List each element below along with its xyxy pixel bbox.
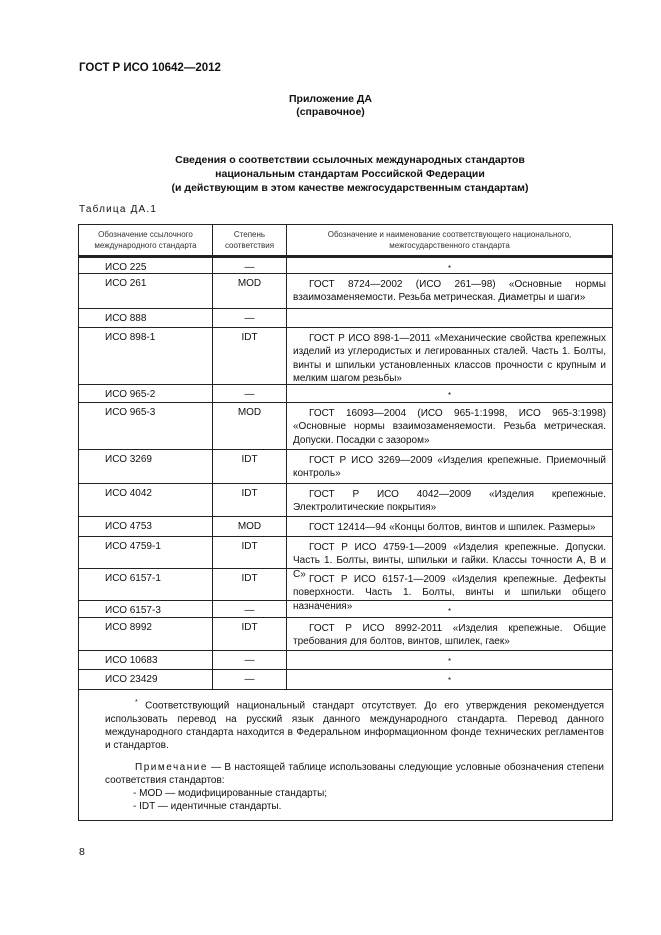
- cell-code: ИСО 898-1: [79, 328, 213, 384]
- header-col-name: Обозначение и наименование соответствующего национального, межгосударственного стандарта: [327, 230, 572, 250]
- cell-code: ИСО 23429: [79, 670, 213, 689]
- footnote-mark: *: [135, 699, 138, 706]
- cell-degree: —: [213, 258, 287, 273]
- table-row: [79, 384, 612, 402]
- cell-code: ИСО 225: [79, 258, 213, 273]
- header-col-code: Обозначение ссылочного международного стандарта: [79, 225, 213, 255]
- table-row: [79, 600, 612, 617]
- cell-code: ИСО 4042: [79, 484, 213, 516]
- cell-name: ГОСТ Р ИСО 4759-1—2009 «Изделия крепежные. Допуски. Часть 1. Болты, винты, шпильки и гайки. Классы точности А, В и С»: [293, 542, 606, 580]
- cell-code: ИСО 4753: [79, 517, 213, 536]
- note-text: — В настоящей таблице использованы следующие условные обозначения степени соответствия стандартов:: [105, 761, 604, 786]
- cell-name: *: [447, 264, 452, 273]
- appendix-title: Приложение ДА: [289, 93, 372, 105]
- cell-code: ИСО 3269: [79, 450, 213, 483]
- page-number: 8: [79, 846, 85, 858]
- cell-degree: —: [213, 385, 287, 402]
- cell-degree: MOD: [213, 274, 287, 308]
- table-row: [79, 449, 612, 483]
- cell-degree: IDT: [213, 569, 287, 600]
- cell-name: ГОСТ Р ИСО 8992-2011 «Изделия крепежные. Общие требования для болтов, винтов, шпилек, гаек»: [293, 623, 606, 648]
- table-row: [79, 669, 612, 689]
- cell-code: ИСО 8992: [79, 618, 213, 650]
- header-col-degree: Степень соответствия: [213, 225, 287, 255]
- cell-name: ГОСТ 8724—2002 (ИСО 261—98) «Основные нормы взаимозаменяемости. Резьба метрическая. Диаметры и шаги»: [293, 279, 606, 304]
- correspondence-table: [78, 224, 613, 821]
- table-row: [79, 516, 612, 536]
- cell-name: ГОСТ 12414—94 «Концы болтов, винтов и шпилек. Размеры»: [309, 522, 596, 533]
- cell-name: *: [447, 676, 452, 685]
- title-line: Сведения о соответствии ссылочных международных стандартов: [175, 154, 525, 166]
- table-row: [79, 308, 612, 327]
- cell-name: ГОСТ 16093—2004 (ИСО 965-1:1998, ИСО 965-3:1998) «Основные нормы взаимозаменяемости. Резьба метрическая. Допуски. Посадки с зазором»: [293, 408, 606, 446]
- cell-code: ИСО 4759-1: [79, 537, 213, 568]
- table-notes: [79, 689, 612, 820]
- table-caption: Таблица ДА.1: [79, 204, 158, 215]
- note-label: Примечание: [135, 761, 208, 773]
- cell-code: ИСО 261: [79, 274, 213, 308]
- note: [105, 761, 604, 788]
- cell-degree: —: [213, 651, 287, 669]
- section-title: [80, 153, 620, 195]
- cell-name: *: [447, 657, 452, 666]
- cell-degree: MOD: [213, 517, 287, 536]
- document-id: ГОСТ Р ИСО 10642—2012: [79, 62, 221, 74]
- footnote-text: Соответствующий национальный стандарт отсутствует. До его утверждения рекомендуется использовать перевод на русский язык данного международного стандарта. Перевод данного международного стандарта находится в Федеральном информационном фонде технических регламентов и стандартов.: [105, 700, 605, 752]
- cell-name: ГОСТ Р ИСО 6157-1—2009 «Изделия крепежные. Дефекты поверхности. Часть 1. Болты, винты и шпильки общего назначения»: [293, 574, 606, 612]
- title-line: (и действующим в этом качестве межгосударственным стандартам): [171, 182, 529, 194]
- table-row: [79, 650, 612, 669]
- table-header-row: [79, 225, 612, 256]
- cell-degree: IDT: [213, 328, 287, 384]
- table-row: [79, 256, 612, 273]
- note-item: - IDT — идентичные стандарты.: [133, 801, 282, 813]
- cell-degree: IDT: [213, 484, 287, 516]
- cell-name: [287, 309, 612, 327]
- cell-code: ИСО 6157-1: [79, 569, 213, 600]
- cell-degree: —: [213, 670, 287, 689]
- table-row: [79, 402, 612, 449]
- cell-code: ИСО 6157-3: [79, 601, 213, 617]
- appendix-subtitle: (справочное): [296, 106, 365, 118]
- cell-name: ГОСТ Р ИСО 3269—2009 «Изделия крепежные. Приемочный контроль»: [293, 455, 606, 480]
- cell-degree: IDT: [213, 537, 287, 568]
- cell-name: ГОСТ Р ИСО 898-1—2011 «Механические свойства крепежных изделий из углеродистых и легированных сталей. Часть 1. Болты, винты и шпильки установленных классов прочности с крупным и мелким шагом резьбы»: [293, 333, 606, 384]
- footnote: [105, 696, 604, 753]
- cell-name: *: [447, 607, 452, 616]
- cell-name: ГОСТ Р ИСО 4042—2009 «Изделия крепежные. Электролитические покрытия»: [293, 489, 606, 514]
- cell-code: ИСО 10683: [79, 651, 213, 669]
- cell-degree: IDT: [213, 450, 287, 483]
- title-line: национальным стандартам Российской Федерации: [215, 168, 485, 180]
- cell-name: *: [447, 391, 452, 400]
- table-row: [79, 617, 612, 650]
- cell-code: ИСО 888: [79, 309, 213, 327]
- cell-code: ИСО 965-2: [79, 385, 213, 402]
- cell-degree: —: [213, 309, 287, 327]
- table-row: [79, 273, 612, 308]
- cell-degree: —: [213, 601, 287, 617]
- note-item: - MOD — модифицированные стандарты;: [133, 788, 328, 800]
- cell-degree: MOD: [213, 403, 287, 449]
- cell-degree: IDT: [213, 618, 287, 650]
- table-row: [79, 327, 612, 384]
- cell-code: ИСО 965-3: [79, 403, 213, 449]
- table-row: [79, 483, 612, 516]
